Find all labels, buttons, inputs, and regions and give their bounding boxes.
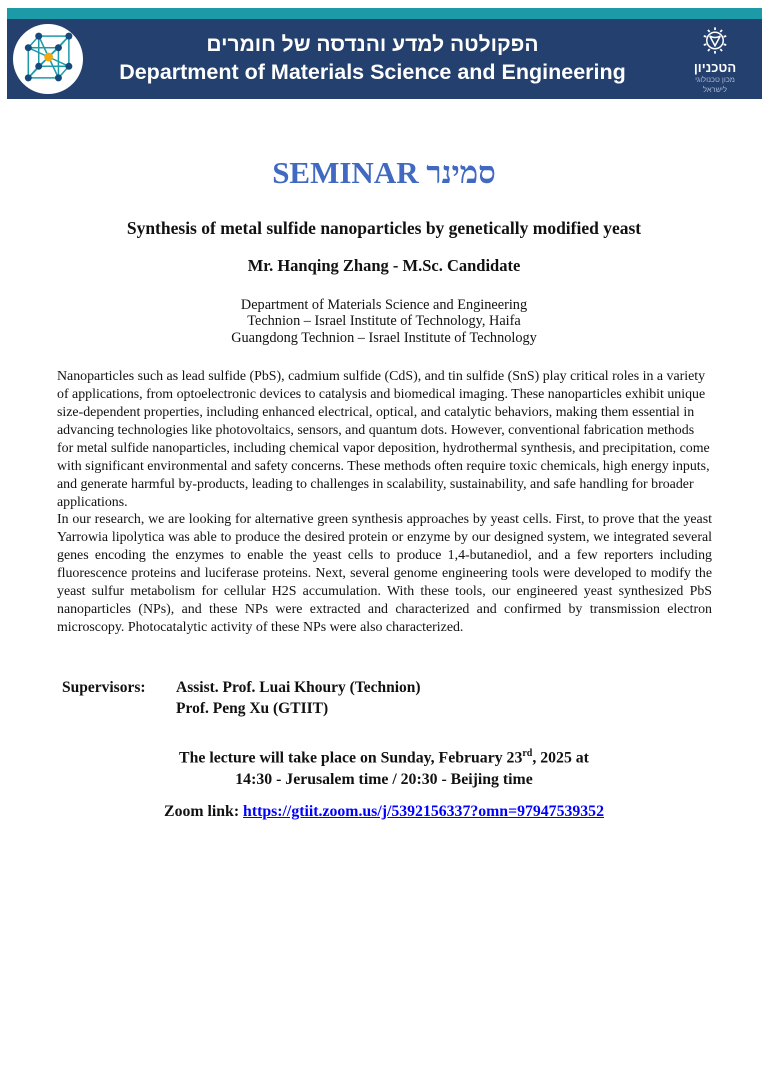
supervisors-block bbox=[62, 677, 768, 719]
abstract-paragraph-1: Nanoparticles such as lead sulfide (PbS), cadmium sulfide (CdS), and tin sulfide (SnS) play critical roles in a variety of applications, from optoelectronic devices to catalysis and biomedical imaging. These nanoparticles exhibit unique size-dependent properties, including enhanced electrical, optical, and catalytic behaviors, making them essential in advancing technologies like photovoltaics, sensors, and quantum dots. However, conventional fabrication methods for metal sulfide nanoparticles, including chemical vapor deposition, hydrothermal synthesis, and precipitation, come with significant environmental and safety concerns. These methods often require toxic chemicals, high energy inputs, and generate harmful by-products, leading to challenges in scalability, sustainability, and safe handling for broader applications. bbox=[57, 369, 710, 510]
zoom-link[interactable]: https://gtiit.zoom.us/j/5392156337?omn=97947539352 bbox=[243, 803, 604, 821]
schedule-line-1 bbox=[0, 743, 768, 769]
supervisor-name: Assist. Prof. Luai Khoury (Technion) bbox=[176, 678, 421, 696]
seminar-heading-hebrew: סמינר bbox=[426, 155, 496, 190]
supervisors-names bbox=[176, 677, 421, 719]
banner-titles bbox=[83, 32, 672, 85]
zoom-link-line bbox=[0, 803, 768, 821]
affiliations bbox=[0, 297, 768, 346]
affiliation-line: Guangdong Technion – Israel Institute of Technology bbox=[231, 329, 537, 346]
schedule-date-text: The lecture will take place on Sunday, February 23 bbox=[179, 749, 523, 767]
faculty-crystal-logo bbox=[13, 24, 83, 94]
technion-gear-icon bbox=[700, 41, 730, 58]
bcc-crystal-icon bbox=[19, 28, 77, 91]
abstract bbox=[57, 368, 712, 637]
supervisors-label: Supervisors: bbox=[62, 678, 146, 696]
faculty-title-english: Department of Materials Science and Engineering bbox=[119, 59, 626, 84]
header bbox=[7, 8, 762, 99]
zoom-link-label: Zoom link: bbox=[164, 803, 240, 821]
speaker-name: Mr. Hanqing Zhang - M.Sc. Candidate bbox=[247, 256, 521, 275]
supervisor-name: Prof. Peng Xu (GTIIT) bbox=[176, 699, 329, 717]
technion-subtitle-line1: מכון טכנולוגי bbox=[695, 75, 735, 85]
affiliation-line: Department of Materials Science and Engineering bbox=[240, 297, 528, 313]
technion-subtitle-line2: לישראל bbox=[703, 84, 727, 94]
technion-name-hebrew: הטכניון bbox=[693, 59, 737, 75]
lecture-schedule bbox=[0, 743, 768, 791]
schedule-year-text: , 2025 at bbox=[532, 749, 589, 767]
seminar-heading bbox=[0, 155, 768, 191]
seminar-heading-english: SEMINAR bbox=[272, 155, 419, 190]
schedule-ordinal-superscript: rd bbox=[522, 747, 533, 759]
faculty-title-hebrew: הפקולטה למדע והנדסה של חומרים bbox=[206, 33, 539, 57]
abstract-paragraph-2: In our research, we are looking for alternative green synthesis approaches by yeast cells. First, to prove that the yeast Yarrowia lipolytica was able to produce the desired protein or enzyme by our designed system, we integrated several genes encoding the enzymes to enable the yeast cells to produce 1,4-butanediol, and a few reporters including fluorescence proteins and luciferase proteins. Next, several genome engineering tools were developed to modify the yeast sulfur metabolism for cellular H2S accumulation. With these tools, our engineered yeast synthesized PbS nanoparticles (NPs), and these NPs were extracted and characterized and confirmed by transmission electron microscopy. Photocatalytic activity of these NPs were also characterized. bbox=[57, 512, 712, 635]
technion-logo bbox=[672, 24, 762, 94]
header-teal-strip bbox=[7, 8, 762, 19]
affiliation-line: Technion – Israel Institute of Technology, Haifa bbox=[247, 313, 521, 330]
talk-title: Synthesis of metal sulfide nanoparticles by genetically modified yeast bbox=[126, 218, 642, 238]
header-banner bbox=[7, 19, 762, 99]
schedule-line-2: 14:30 - Jerusalem time / 20:30 - Beijing time bbox=[235, 771, 533, 789]
